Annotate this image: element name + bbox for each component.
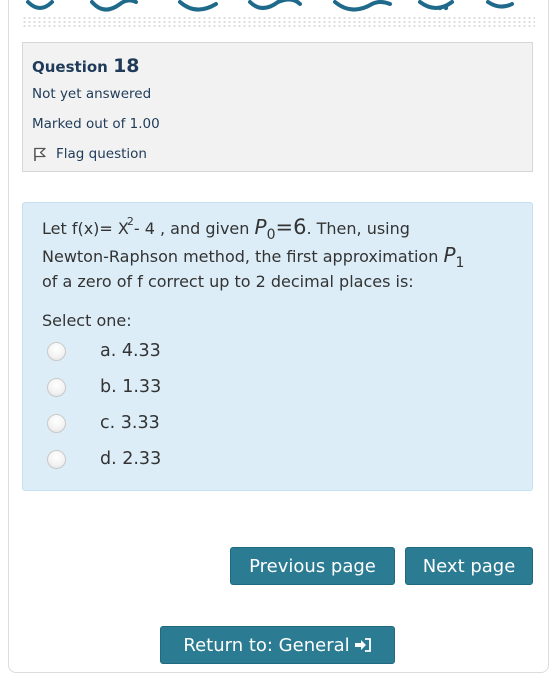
return-label: Return to: General [183, 634, 350, 656]
sign-in-arrow-icon [354, 637, 372, 653]
flag-question-link[interactable] [32, 146, 147, 162]
flag-icon [32, 146, 48, 162]
answer-option-label: b. 1.33 [100, 377, 162, 397]
question-exponent: 2 [126, 215, 134, 228]
question-status: Not yet answered [32, 86, 152, 102]
radio-button[interactable] [47, 378, 66, 397]
select-one-label: Select one: [42, 311, 132, 330]
next-page-button[interactable]: Next page [405, 547, 533, 585]
question-text [42, 215, 522, 294]
question-text-part3: . Then, using [306, 219, 410, 238]
flag-question-label: Flag question [56, 146, 147, 162]
question-content-panel [22, 202, 533, 491]
p0-subscript: 0 [266, 227, 276, 243]
question-title [32, 55, 140, 77]
question-text-part2: - 4 , and given [133, 219, 255, 238]
p0-value: =6 [275, 215, 307, 239]
previous-page-button[interactable]: Previous page [230, 547, 395, 585]
question-info-panel [22, 42, 533, 172]
question-number: 18 [113, 55, 140, 77]
p0-variable: P [254, 215, 267, 239]
header-strip [0, 0, 555, 40]
question-word: Question [32, 58, 108, 76]
radio-button[interactable] [47, 342, 66, 361]
p1-subscript: 1 [455, 255, 465, 271]
answer-option-b[interactable] [47, 377, 161, 397]
answer-option-d[interactable] [47, 449, 161, 469]
answer-option-a[interactable] [47, 341, 161, 361]
answer-option-label: c. 3.33 [100, 413, 160, 433]
question-marks: Marked out of 1.00 [32, 116, 160, 132]
question-text-part1: Let f(x)= X [42, 219, 129, 238]
question-text-line3: of a zero of f correct up to 2 decimal places is: [42, 272, 414, 291]
answer-option-label: a. 4.33 [100, 341, 161, 361]
radio-button[interactable] [47, 414, 66, 433]
question-text-line2: Newton-Raphson method, the first approximation [42, 247, 444, 266]
p1-variable: P [443, 243, 456, 267]
return-to-general-button[interactable] [160, 626, 395, 664]
answer-option-label: d. 2.33 [100, 449, 162, 469]
answer-option-c[interactable] [47, 413, 160, 433]
radio-button[interactable] [47, 450, 66, 469]
dotted-separator [22, 16, 535, 28]
